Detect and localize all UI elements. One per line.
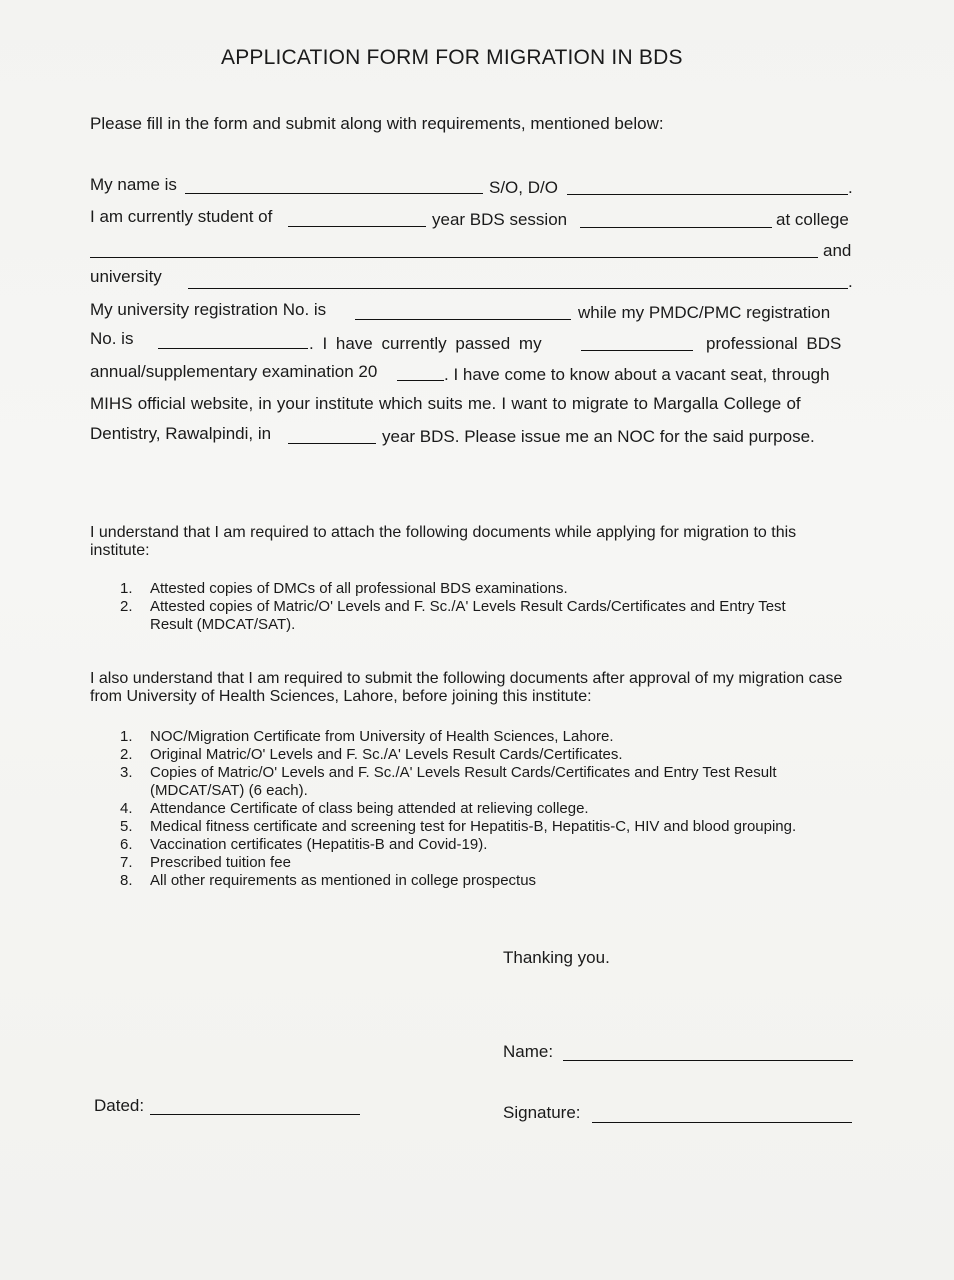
- section1-text: [90, 524, 796, 560]
- student-of-label: I am currently student of: [90, 207, 273, 226]
- intro-text: Please fill in the form and submit along with requirements, mentioned below:: [90, 114, 664, 133]
- exam-year-blank[interactable]: [397, 380, 444, 381]
- professional-year-blank[interactable]: [581, 350, 693, 351]
- list-item: 3. Copies of Matric/O' Levels and F. Sc./A' Levels Result Cards/Certificates and Entry Test Result (MDCAT/SAT) (6 each).: [120, 764, 777, 799]
- session-blank[interactable]: [580, 227, 772, 228]
- year-bds-session-label: year BDS session: [432, 210, 568, 229]
- list-item: 2. Attested copies of Matric/O' Levels and F. Sc./A' Levels Result Cards/Certificates and Entry Test Result (MDCAT/SAT).: [120, 598, 786, 633]
- year-blank[interactable]: [288, 226, 426, 227]
- page-title: APPLICATION FORM FOR MIGRATION IN BDS: [221, 46, 683, 69]
- name-signature-blank[interactable]: [563, 1060, 853, 1061]
- list-item: 4. Attendance Certificate of class being attended at relieving college.: [120, 800, 589, 817]
- noc-request-text: year BDS. Please issue me an NOC for the said purpose.: [382, 427, 815, 446]
- dentistry-label: Dentistry, Rawalpindi, in: [90, 424, 272, 443]
- section2-line: from University of Health Sciences, Lahore, before joining this institute:: [90, 688, 592, 705]
- registration-blank[interactable]: [355, 319, 571, 320]
- and-label: and: [823, 241, 852, 260]
- university-blank[interactable]: [188, 288, 848, 289]
- name-label: Name:: [503, 1042, 554, 1061]
- section2-line: I also understand that I am required to submit the following documents after approval of my migration case: [90, 670, 843, 687]
- so-do-label: S/O, D/O: [489, 178, 558, 197]
- mihs-text: MIHS official website, in your institute which suits me. I want to migrate to Margalla College of: [90, 394, 801, 413]
- list-item: 1. NOC/Migration Certificate from University of Health Sciences, Lahore.: [120, 728, 614, 745]
- period-mark: .: [848, 272, 853, 291]
- my-name-label: My name is: [90, 175, 177, 194]
- migrate-year-blank[interactable]: [288, 443, 376, 444]
- name-blank[interactable]: [185, 193, 483, 194]
- list-item: 8. All other requirements as mentioned in college prospectus: [120, 872, 537, 889]
- list-item: 6. Vaccination certificates (Hepatitis-B and Covid-19).: [120, 836, 488, 853]
- section1-line: I understand that I am required to attach the following documents while applying for migration to this: [90, 524, 797, 541]
- attach-documents-list: [120, 580, 786, 634]
- signature-label: Signature:: [503, 1103, 581, 1122]
- pmdc-label: while my PMDC/PMC registration: [578, 303, 831, 322]
- signature-blank[interactable]: [592, 1122, 852, 1123]
- father-name-blank[interactable]: [567, 194, 848, 195]
- submit-documents-list: [120, 728, 796, 890]
- list-item: 1. Attested copies of DMCs of all professional BDS examinations.: [120, 580, 568, 597]
- university-label: university: [90, 267, 162, 286]
- at-college-label: at college: [776, 210, 849, 229]
- list-item: 7. Prescribed tuition fee: [120, 854, 291, 871]
- exam-label: annual/supplementary examination 20: [90, 362, 378, 381]
- date-blank[interactable]: [150, 1114, 360, 1115]
- thanks-text: Thanking you.: [503, 948, 610, 967]
- passed-my-label: . I have currently passed my: [309, 334, 542, 353]
- dated-label: Dated:: [94, 1096, 145, 1115]
- period-mark: .: [848, 178, 853, 197]
- list-item: 2. Original Matric/O' Levels and F. Sc./A' Levels Result Cards/Certificates.: [120, 746, 623, 763]
- no-is-label: No. is: [90, 329, 134, 348]
- college-blank[interactable]: [90, 257, 818, 258]
- registration-label: My university registration No. is: [90, 300, 327, 319]
- pmdc-blank[interactable]: [158, 348, 308, 349]
- professional-bds-label: professional BDS: [706, 334, 842, 353]
- come-to-know-text: . I have come to know about a vacant seat, through: [444, 365, 830, 384]
- section2-text: [90, 670, 842, 706]
- list-item: 5. Medical fitness certificate and screening test for Hepatitis-B, Hepatitis-C, HIV and blood grouping.: [120, 818, 797, 835]
- section1-line: institute:: [90, 542, 150, 559]
